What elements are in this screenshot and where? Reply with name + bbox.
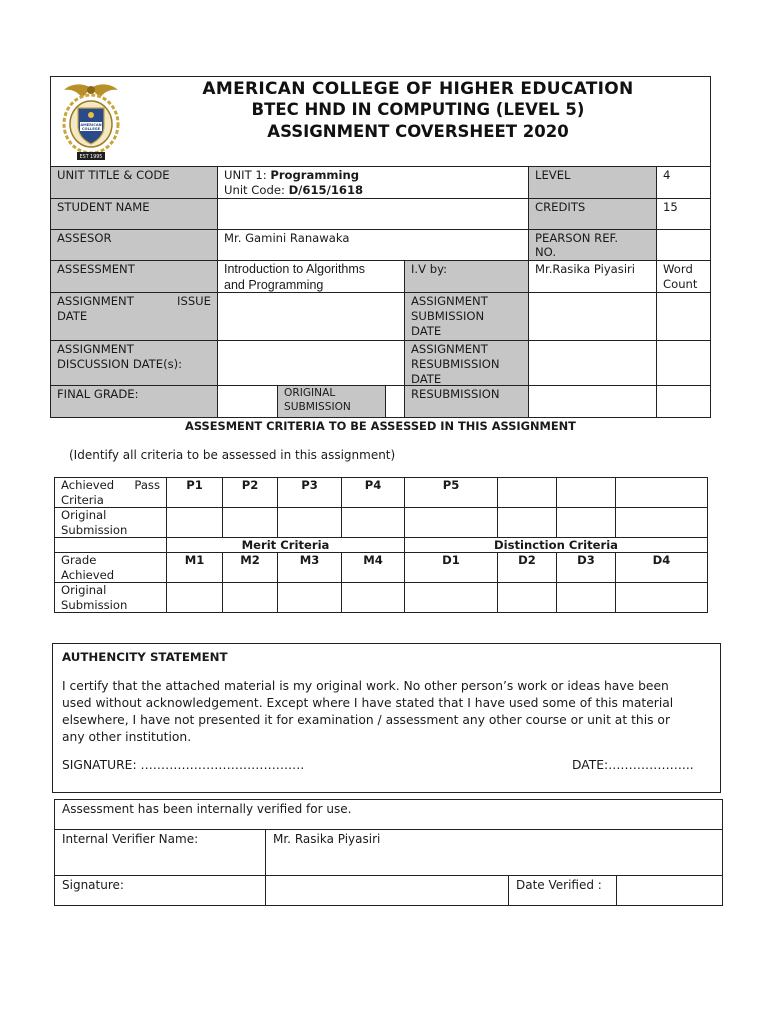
pearson-ref-label-line2: NO. xyxy=(535,245,557,259)
criteria-header-p5: P5 xyxy=(404,477,498,508)
merit-grade-cell[interactable] xyxy=(277,582,342,613)
credits-label: CREDITS xyxy=(535,200,586,214)
criteria-header-blank-2 xyxy=(556,477,616,508)
achieved-word: Achieved xyxy=(61,478,115,492)
date-verified-label-cell xyxy=(508,875,617,906)
crest-text-top: AMERICAN xyxy=(80,123,102,128)
credits-label-cell xyxy=(528,198,657,230)
criteria-header-m3: M3 xyxy=(277,552,342,583)
word-count-label-line2: Count xyxy=(663,277,698,291)
grade-achieved-label-line1: Grade xyxy=(61,553,97,567)
criteria-header-p4: P4 xyxy=(341,477,405,508)
issue-date-label-line2: DATE xyxy=(57,309,88,323)
merit-original-label-line2: Submission xyxy=(61,598,128,612)
criteria-header-d4: D4 xyxy=(615,552,708,583)
pearson-ref-label-cell xyxy=(528,229,657,261)
achieved-pass-label-cell xyxy=(54,477,167,508)
pass-original-submission-label-cell xyxy=(54,507,167,538)
issue-date-field[interactable] xyxy=(217,292,405,341)
authenticity-text-line3: elsewhere, I have not presented it for examination / assessment any other course or unit at this or xyxy=(62,713,670,727)
pass-grade-cell[interactable] xyxy=(222,507,278,538)
pearson-ref-label-line1: PEARSON REF. xyxy=(535,231,619,245)
final-grade-field[interactable] xyxy=(217,385,278,418)
authenticity-signature-field[interactable]: SIGNATURE: …………………………………. xyxy=(62,758,305,772)
resubmission-date-extra-cell[interactable] xyxy=(656,340,711,386)
verification-note: Assessment has been internally verified for use. xyxy=(62,802,352,816)
distinction-grade-cell[interactable] xyxy=(404,582,498,613)
original-submission-label-cell xyxy=(277,385,386,418)
authenticity-text-line1: I certify that the attached material is my original work. No other person’s work or ideas have been xyxy=(62,679,669,693)
resubmission-date-label-line2: RESUBMISSION xyxy=(411,357,500,371)
submission-date-label-line3: DATE xyxy=(411,324,442,338)
criteria-header-p1: P1 xyxy=(166,477,223,508)
submission-date-label-cell xyxy=(404,292,529,341)
assessment-label-cell xyxy=(50,260,218,293)
criteria-header-p2: P2 xyxy=(222,477,278,508)
iv-value-cell[interactable] xyxy=(528,260,657,293)
pass-grade-cell[interactable] xyxy=(277,507,342,538)
level-value-cell[interactable] xyxy=(656,166,711,199)
crest-est-text: EST 1995 xyxy=(79,155,103,160)
final-grade-label-cell xyxy=(50,385,218,418)
college-name-title: AMERICAN COLLEGE OF HIGHER EDUCATION xyxy=(202,79,634,99)
submission-date-extra-cell[interactable] xyxy=(656,292,711,341)
word-count-cell[interactable] xyxy=(656,260,711,293)
pass-original-label-line2: Submission xyxy=(61,523,128,537)
verifier-signature-field[interactable] xyxy=(265,875,509,906)
distinction-grade-cell[interactable] xyxy=(615,582,708,613)
resubmission-label-cell xyxy=(404,385,529,418)
merit-original-submission-label-cell xyxy=(54,582,167,613)
resubmission-date-field[interactable] xyxy=(528,340,657,386)
achieved-pass-label-line1 xyxy=(61,478,160,493)
assessor-label-cell xyxy=(50,229,218,261)
merit-original-label-line1: Original xyxy=(61,583,107,597)
merit-grade-cell[interactable] xyxy=(222,582,278,613)
internal-verifier-label: Internal Verifier Name: xyxy=(62,832,199,846)
criteria-group-blank-cell xyxy=(54,537,167,553)
issue-date-label-cell xyxy=(50,292,218,341)
pass-grade-cell[interactable] xyxy=(497,507,557,538)
pearson-ref-field[interactable] xyxy=(656,229,711,261)
unit-title-label: UNIT TITLE & CODE xyxy=(57,168,170,182)
level-label-cell xyxy=(528,166,657,199)
internal-verifier-label-cell xyxy=(54,829,266,876)
pass-word: Pass xyxy=(134,478,160,492)
pass-grade-cell[interactable] xyxy=(556,507,616,538)
submission-date-label-line1: ASSIGNMENT xyxy=(411,294,488,308)
merit-grade-cell[interactable] xyxy=(166,582,223,613)
merit-criteria-header: Merit Criteria xyxy=(166,537,405,553)
criteria-header-m4: M4 xyxy=(341,552,405,583)
merit-grade-cell[interactable] xyxy=(341,582,405,613)
unit-title-line xyxy=(224,168,522,183)
issue-date-word-issue: ISSUE xyxy=(177,294,211,308)
level-value: 4 xyxy=(663,168,671,182)
resubmission-date-label-line1: ASSIGNMENT xyxy=(411,342,488,356)
grade-achieved-label-line2: Achieved xyxy=(61,568,115,582)
word-count-label-line1: Word xyxy=(663,262,693,276)
authenticity-date-field[interactable]: DATE:………………... xyxy=(572,758,694,772)
pass-grade-cell[interactable] xyxy=(341,507,405,538)
unit-title-label-cell xyxy=(50,166,218,199)
submission-date-field[interactable] xyxy=(528,292,657,341)
assessment-value-cell[interactable] xyxy=(217,260,405,293)
authenticity-title: AUTHENCITY STATEMENT xyxy=(62,650,228,664)
unit-code: D/615/1618 xyxy=(288,183,364,197)
original-submission-field[interactable] xyxy=(385,385,405,418)
assessment-value-line2: and Programming xyxy=(224,277,324,292)
iv-value: Mr.Rasika Piyasiri xyxy=(535,262,636,276)
original-submission-label-line1: ORIGINAL xyxy=(284,387,336,399)
unit-name: Programming xyxy=(270,168,360,182)
criteria-header-blank-3 xyxy=(615,477,708,508)
discussion-date-label-line1: ASSIGNMENT xyxy=(57,342,134,356)
discussion-date-label-line2: DISCUSSION DATE(s): xyxy=(57,357,183,371)
submission-date-label-line2: SUBMISSION xyxy=(411,309,485,323)
criteria-header-blank-1 xyxy=(497,477,557,508)
unit-code-line xyxy=(224,183,522,198)
distinction-criteria-header: Distinction Criteria xyxy=(404,537,708,553)
criteria-header-m2: M2 xyxy=(222,552,278,583)
pass-grade-cell[interactable] xyxy=(404,507,498,538)
unit-prefix: UNIT 1: xyxy=(224,168,271,182)
pass-original-label-line1: Original xyxy=(61,508,107,522)
criteria-header-m1: M1 xyxy=(166,552,223,583)
college-crest-logo xyxy=(58,80,124,164)
achieved-pass-label-line2: Criteria xyxy=(61,493,104,507)
credits-value: 15 xyxy=(663,200,678,214)
grade-achieved-label-cell xyxy=(54,552,167,583)
assessor-value-cell[interactable] xyxy=(217,229,529,261)
distinction-grade-cell[interactable] xyxy=(556,582,616,613)
resubmission-field[interactable] xyxy=(528,385,657,418)
criteria-header-d1: D1 xyxy=(404,552,498,583)
assessor-value: Mr. Gamini Ranawaka xyxy=(224,231,350,245)
iv-label-cell xyxy=(404,260,529,293)
assessment-value-line1: Introduction to Algorithms xyxy=(224,262,366,276)
crest-text-bottom: COLLEGE xyxy=(81,127,101,131)
student-name-label: STUDENT NAME xyxy=(57,200,150,214)
criteria-header-p3: P3 xyxy=(277,477,342,508)
criteria-note: (Identify all criteria to be assessed in this assignment) xyxy=(69,448,396,462)
issue-date-label-line1 xyxy=(57,294,211,309)
internal-verifier-name-field[interactable] xyxy=(265,829,723,876)
unit-code-prefix: Unit Code: xyxy=(224,183,289,197)
date-verified-label: Date Verified : xyxy=(516,878,602,892)
issue-date-word-assignment: ASSIGNMENT xyxy=(57,294,134,308)
iv-label: I.V by: xyxy=(411,262,448,276)
coversheet-title: ASSIGNMENT COVERSHEET 2020 xyxy=(267,122,569,141)
authenticity-text-line2: used without acknowledgement. Except where I have stated that I have used some of this material xyxy=(62,696,674,710)
final-grade-label: FINAL GRADE: xyxy=(57,387,139,401)
discussion-date-label-cell xyxy=(50,340,218,386)
original-submission-label-line2: SUBMISSION xyxy=(284,400,351,413)
assessor-label: ASSESOR xyxy=(57,231,112,245)
discussion-date-field[interactable] xyxy=(217,340,405,386)
pass-grade-cell[interactable] xyxy=(166,507,223,538)
verification-note-row xyxy=(54,799,723,830)
criteria-header-d3: D3 xyxy=(556,552,616,583)
date-verified-field[interactable] xyxy=(616,875,723,906)
student-name-field[interactable] xyxy=(217,198,529,230)
unit-title-value-cell[interactable] xyxy=(217,166,529,199)
resubmission-label: RESUBMISSION xyxy=(411,387,500,401)
criteria-header-d2: D2 xyxy=(497,552,557,583)
resubmission-extra-cell[interactable] xyxy=(656,385,711,418)
criteria-heading: ASSESMENT CRITERIA TO BE ASSESSED IN THIS ASSIGNMENT xyxy=(185,419,576,433)
assessment-label: ASSESSMENT xyxy=(57,262,135,276)
program-title: BTEC HND IN COMPUTING (LEVEL 5) xyxy=(251,100,585,119)
pass-grade-cell[interactable] xyxy=(615,507,708,538)
resubmission-date-label-cell xyxy=(404,340,529,386)
authenticity-text-line4: any other institution. xyxy=(62,730,192,744)
student-name-label-cell xyxy=(50,198,218,230)
level-label: LEVEL xyxy=(535,168,571,182)
resubmission-date-label-line3: DATE xyxy=(411,372,442,386)
verifier-signature-label: Signature: xyxy=(62,878,124,892)
verifier-signature-label-cell xyxy=(54,875,266,906)
internal-verifier-name: Mr. Rasika Piyasiri xyxy=(273,832,381,846)
distinction-grade-cell[interactable] xyxy=(497,582,557,613)
credits-value-cell[interactable] xyxy=(656,198,711,230)
